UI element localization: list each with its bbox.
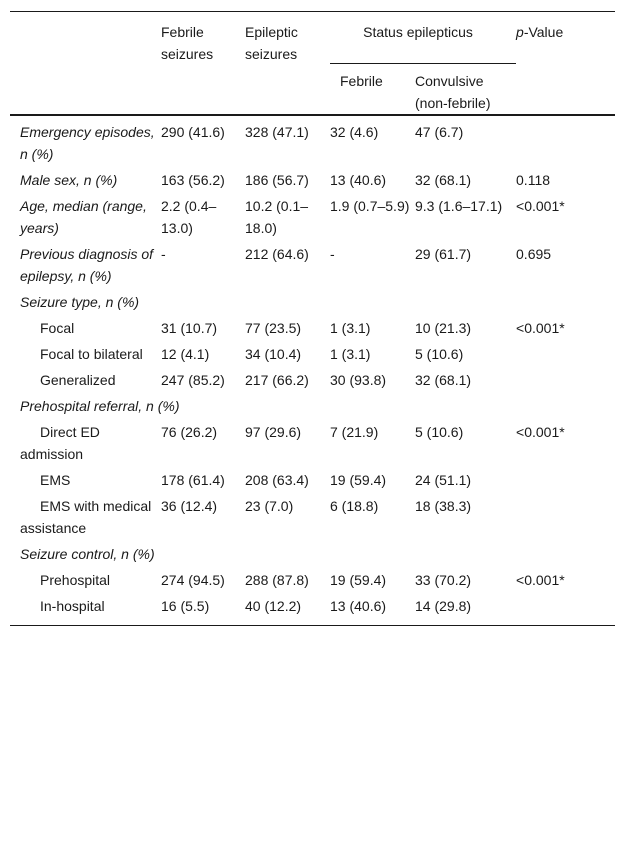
table-cell: 31 (10.7)	[161, 320, 218, 336]
table-cell: 328 (47.1)	[245, 124, 309, 140]
header-p-value	[516, 12, 615, 116]
table-row	[10, 313, 615, 339]
table-cell: 212 (64.6)	[245, 246, 309, 262]
row-label: Seizure control, n (%)	[20, 546, 155, 562]
table-cell: 5 (10.6)	[415, 346, 464, 362]
row-label: Previous diagnosis of epilepsy, n (%)	[20, 246, 154, 284]
table-cell: 32 (68.1)	[415, 372, 472, 388]
table-cell	[516, 491, 615, 539]
table-cell: 217 (66.2)	[245, 372, 309, 388]
table-cell	[516, 591, 615, 626]
table-cell: 32 (68.1)	[415, 172, 472, 188]
header-status-epilepticus: Status epilepticus	[363, 24, 473, 40]
row-label: Focal	[40, 320, 75, 336]
table-cell: 12 (4.1)	[161, 346, 210, 362]
table-cell: 9.3 (1.6–17.1)	[415, 198, 503, 214]
table-cell: 2.2 (0.4–13.0)	[161, 198, 217, 236]
row-label: Emergency episodes, n (%)	[20, 124, 155, 162]
table-header	[10, 12, 615, 116]
table-cell: 14 (29.8)	[415, 598, 472, 614]
table-cell: 274 (94.5)	[161, 572, 225, 588]
table-cell: 163 (56.2)	[161, 172, 225, 188]
header-epileptic-seizures: Epileptic seizures	[245, 24, 298, 62]
table-row	[10, 391, 615, 417]
table-cell: 1 (3.1)	[330, 346, 371, 362]
table-row	[10, 287, 615, 313]
table-cell: 76 (26.2)	[161, 424, 218, 440]
table-cell: 1 (3.1)	[330, 320, 371, 336]
table-cell: 0.118	[516, 172, 551, 188]
table-cell: 208 (63.4)	[245, 472, 309, 488]
table-cell: 32 (4.6)	[330, 124, 379, 140]
table-cell: 13 (40.6)	[330, 172, 387, 188]
table-cell: 5 (10.6)	[415, 424, 464, 440]
table-row	[10, 465, 615, 491]
table-row	[10, 539, 615, 565]
row-label: Seizure type, n (%)	[20, 294, 140, 310]
table-cell: <0.001*	[516, 424, 565, 440]
table-cell: 1.9 (0.7–5.9)	[330, 198, 410, 214]
table-row	[10, 191, 615, 239]
table-cell	[516, 465, 615, 491]
table-cell: 16 (5.5)	[161, 598, 210, 614]
table-cell: 19 (59.4)	[330, 572, 387, 588]
table-cell	[516, 339, 615, 365]
table-cell: 18 (38.3)	[415, 498, 472, 514]
table-row	[10, 165, 615, 191]
table-cell	[516, 115, 615, 165]
header-convulsive: Convulsive (non-febrile)	[415, 64, 516, 116]
table-cell: <0.001*	[516, 198, 565, 214]
table-cell: 247 (85.2)	[161, 372, 225, 388]
row-label: In-hospital	[40, 598, 105, 614]
table-row	[10, 339, 615, 365]
table-row	[10, 565, 615, 591]
table-cell: 6 (18.8)	[330, 498, 379, 514]
table-cell: 47 (6.7)	[415, 124, 464, 140]
header-febrile: Febrile	[330, 64, 415, 116]
table-cell: 34 (10.4)	[245, 346, 302, 362]
table-cell: 290 (41.6)	[161, 124, 225, 140]
table-cell: -	[161, 246, 166, 262]
table-cell: 0.695	[516, 246, 552, 262]
row-label: EMS with medical assistance	[20, 498, 152, 536]
table-cell: 24 (51.1)	[415, 472, 472, 488]
table-cell	[516, 365, 615, 391]
table-cell: 40 (12.2)	[245, 598, 302, 614]
table-row	[10, 417, 615, 465]
table-row	[10, 365, 615, 391]
table-cell: 186 (56.7)	[245, 172, 309, 188]
row-label: Generalized	[40, 372, 116, 388]
table-cell: 19 (59.4)	[330, 472, 387, 488]
table-cell: 77 (23.5)	[245, 320, 302, 336]
table-row	[10, 591, 615, 626]
table-cell: 178 (61.4)	[161, 472, 225, 488]
table-cell: 23 (7.0)	[245, 498, 294, 514]
row-label: Prehospital referral, n (%)	[20, 398, 180, 414]
table-cell: 29 (61.7)	[415, 246, 472, 262]
row-label: Age, median (range, years)	[20, 198, 147, 236]
table-cell: 10.2 (0.1–18.0)	[245, 198, 309, 236]
table-cell: <0.001*	[516, 320, 565, 336]
row-label: Prehospital	[40, 572, 111, 588]
table-body	[10, 115, 615, 626]
table-cell: 13 (40.6)	[330, 598, 387, 614]
table-cell: 97 (29.6)	[245, 424, 302, 440]
table-cell: 33 (70.2)	[415, 572, 472, 588]
row-label: Male sex, n (%)	[20, 172, 118, 188]
value-suffix: -Value	[523, 24, 564, 40]
p-letter: p	[516, 24, 524, 40]
table-cell: <0.001*	[516, 572, 565, 588]
table-cell: 7 (21.9)	[330, 424, 379, 440]
table-cell: 30 (93.8)	[330, 372, 387, 388]
seizure-comparison-table	[10, 11, 615, 626]
table-row	[10, 239, 615, 287]
row-label: Direct ED admission	[20, 424, 100, 462]
table-cell: 288 (87.8)	[245, 572, 309, 588]
header-febrile-seizures: Febrile seizures	[161, 24, 214, 62]
table-row	[10, 115, 615, 165]
row-label: Focal to bilateral	[40, 346, 143, 362]
table-cell: -	[330, 246, 335, 262]
header-blank	[10, 12, 161, 116]
table-row	[10, 491, 615, 539]
row-label: EMS	[40, 472, 71, 488]
table-cell: 10 (21.3)	[415, 320, 472, 336]
table-cell: 36 (12.4)	[161, 498, 218, 514]
